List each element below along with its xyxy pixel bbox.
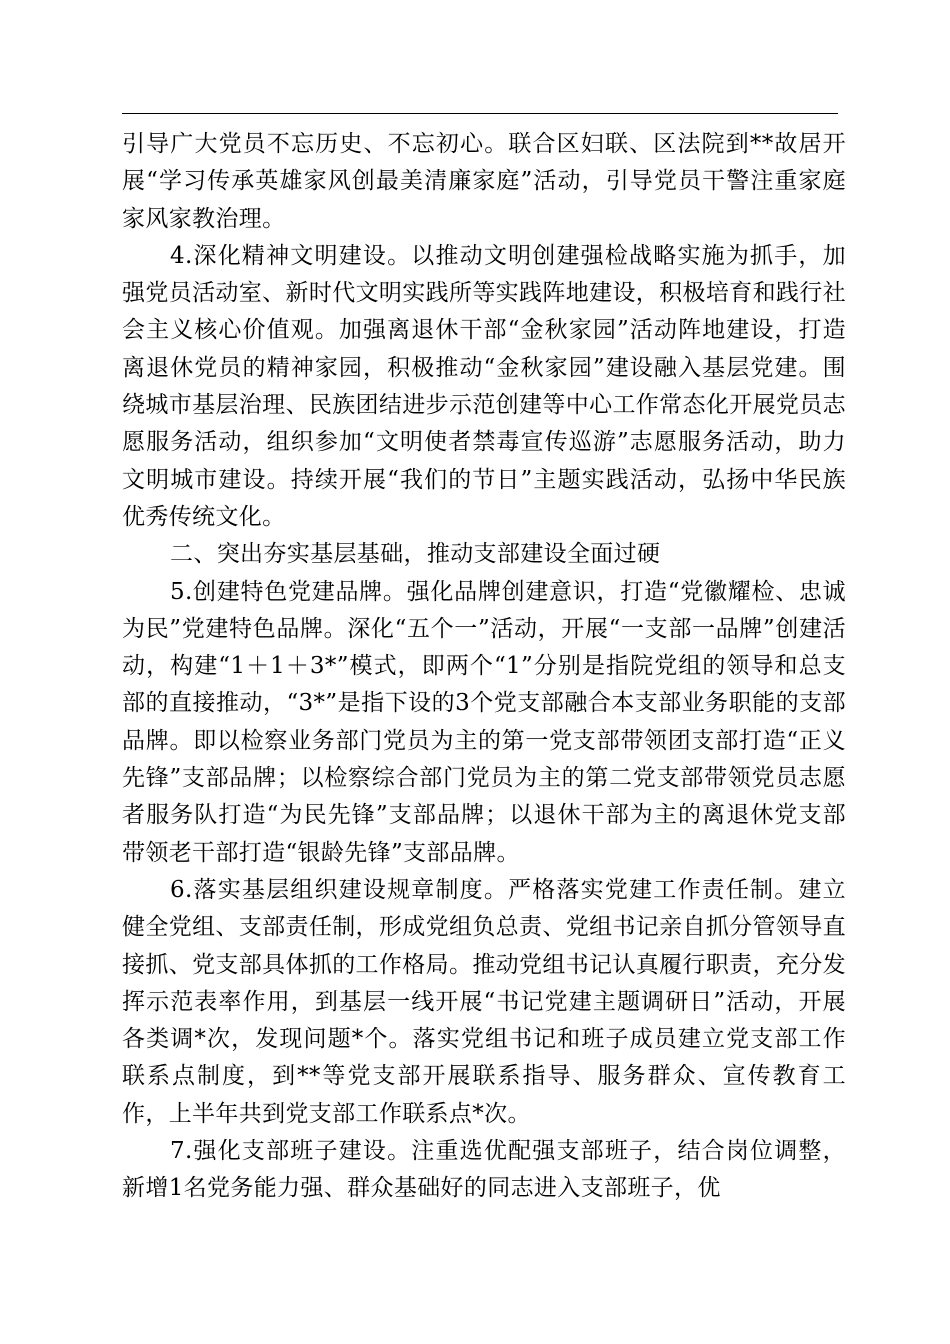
header-rule bbox=[122, 113, 838, 114]
body-text bbox=[122, 126, 846, 1208]
paragraph-continuation: 引导广大党员不忘历史、不忘初心。联合区妇联、区法院到**故居开展“学习传承英雄家风创最美清廉家庭”活动，引导党员干警注重家庭家风家教治理。 bbox=[122, 131, 846, 232]
paragraph-item-4: 4.深化精神文明建设。以推动文明创建强检战略实施为抓手，加强党员活动室、新时代文明实践所等实践阵地建设，积极培育和践行社会主义核心价值观。加强离退休干部“金秋家园”活动阵地建设，打造离退休党员的精神家园，积极推动“金秋家园”建设融入基层党建。围绕城市基层治理、民族团结进步示范创建等中心工作常态化开展党员志愿服务活动，组织参加“文明使者禁毒宣传巡游”志愿服务活动，助力文明城市建设。持续开展“我们的节日”主题实践活动，弘扬中华民族优秀传统文化。 bbox=[122, 242, 846, 530]
paragraph-item-6: 6.落实基层组织建设规章制度。严格落实党建工作责任制。建立健全党组、支部责任制，形成党组负总责、党组书记亲自抓分管领导直接抓、党支部具体抓的工作格局。推动党组书记认真履行职责，充分发挥示范表率作用，到基层一线开展“书记党建主题调研日”活动，开展各类调*次，发现问题*个。落实党组书记和班子成员建立党支部工作联系点制度，到**等党支部开展联系指导、服务群众、宣传教育工作，上半年共到党支部工作联系点*次。 bbox=[122, 876, 846, 1127]
section-heading-2: 二、突出夯实基层基础，推动支部建设全面过硬 bbox=[170, 541, 661, 568]
paragraph-item-7: 7.强化支部班子建设。注重选优配强支部班子，结合岗位调整，新增1名党务能力强、群众基础好的同志进入支部班子，优 bbox=[122, 1138, 846, 1202]
paragraph-item-5: 5.创建特色党建品牌。强化品牌创建意识，打造“党徽耀检、忠诚为民”党建特色品牌。深化“五个一”活动，开展“一支部一品牌”创建活动，构建“1＋1＋3*”模式，即两个“1”分别是指院党组的领导和总支部的直接推动，“3*”是指下设的3个党支部融合本支部业务职能的支部品牌。即以检察业务部门党员为主的第一党支部带领团支部打造“正义先锋”支部品牌；以检察综合部门党员为主的第二党支部带领党员志愿者服务队打造“为民先锋”支部品牌；以退休干部为主的离退休党支部带领老干部打造“银龄先锋”支部品牌。 bbox=[122, 578, 846, 866]
